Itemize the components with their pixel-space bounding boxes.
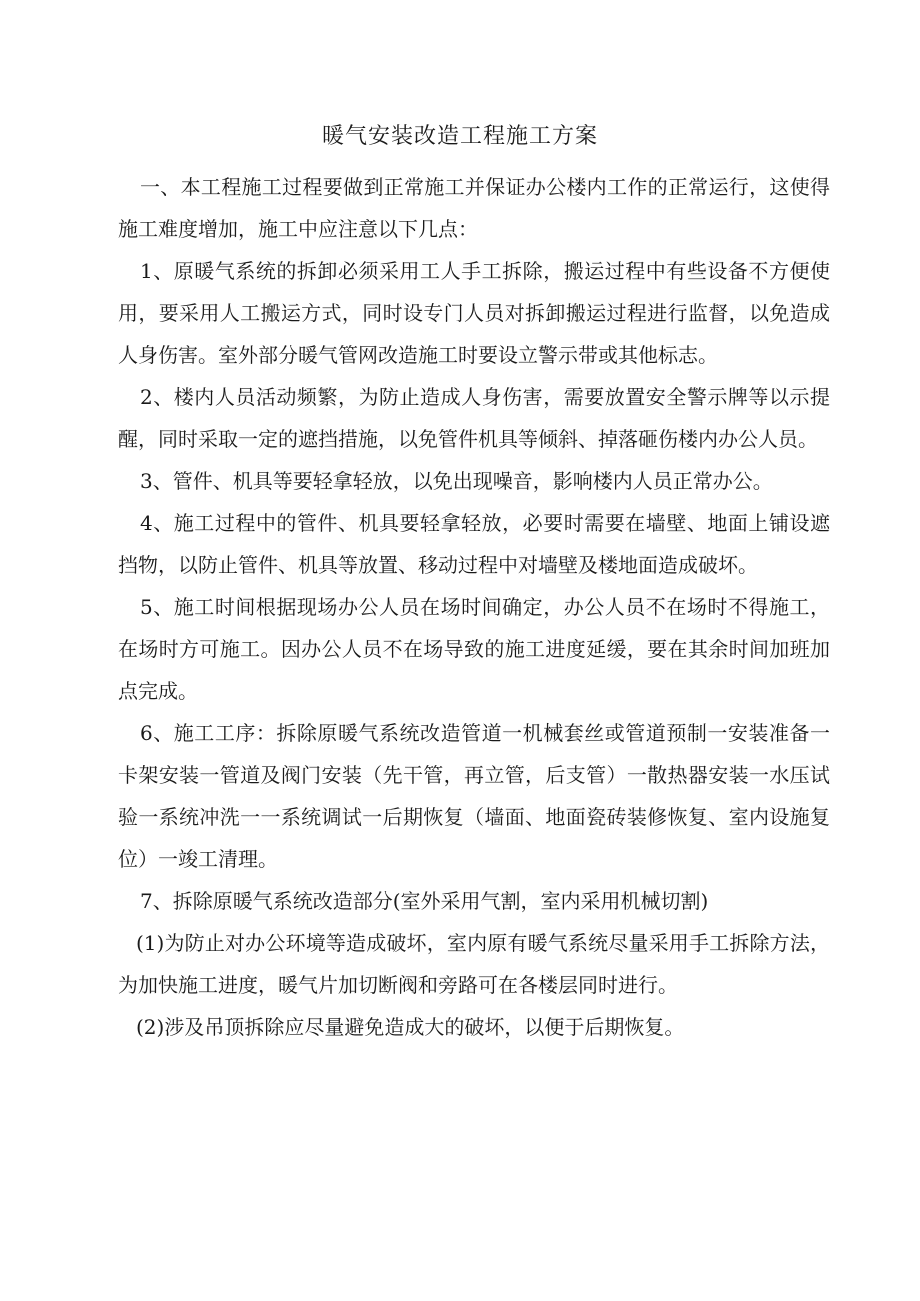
paragraph-item-1: 1、原暖气系统的拆卸必须采用工人手工拆除，搬运过程中有些设备不方便使用，要采用人工搬运方式，同时设专门人员对拆卸搬运过程进行监督，以免造成人身伤害。室外部分暖气管网改造施工时要设立警示带或其他标志。 [118,259,830,367]
paragraph-item-6: 6、施工工序：拆除原暖气系统改造管道一机械套丝或管道预制一安装准备一卡架安装一管道及阀门安装（先干管，再立管，后支管）一散热器安装一水压试验一系统冲洗一一系统调试一后期恢复（墙面、地面瓷砖装修恢复、室内设施复位）一竣工清理。 [118,721,830,871]
paragraph-subitem-1: (1)为防止对办公环境等造成破坏，室内原有暖气系统尽量采用手工拆除方法，为加快施工进度，暖气片加切断阀和旁路可在各楼层同时进行。 [118,931,830,997]
paragraph-item-7: 7、拆除原暖气系统改造部分(室外采用气割，室内采用机械切割) [140,889,709,913]
paragraph-subitem-2: (2)涉及吊顶拆除应尽量避免造成大的破坏，以便于后期恢复。 [136,1015,685,1039]
paragraph-item-4: 4、施工过程中的管件、机具要轻拿轻放，必要时需要在墙壁、地面上铺设遮挡物，以防止管件、机具等放置、移动过程中对墙壁及楼地面造成破坏。 [118,511,830,577]
document-title: 暖气安装改造工程施工方案 [321,124,598,149]
paragraph-item-5: 5、施工时间根据现场办公人员在场时间确定，办公人员不在场时不得施工，在场时方可施工。因办公人员不在场导致的施工进度延缓，要在其余时间加班加点完成。 [118,595,830,703]
document-body [118,166,830,1048]
paragraph-item-3: 3、管件、机具等要轻拿轻放，以免出现噪音，影响楼内人员正常办公。 [140,469,773,493]
paragraph-intro: 一、本工程施工过程要做到正常施工并保证办公楼内工作的正常运行，这使得施工难度增加，施工中应注意以下几点： [118,175,830,241]
paragraph-item-2: 2、楼内人员活动频繁，为防止造成人身伤害，需要放置安全警示牌等以示提醒，同时采取一定的遮挡措施，以免管件机具等倾斜、掉落砸伤楼内办公人员。 [118,385,830,451]
